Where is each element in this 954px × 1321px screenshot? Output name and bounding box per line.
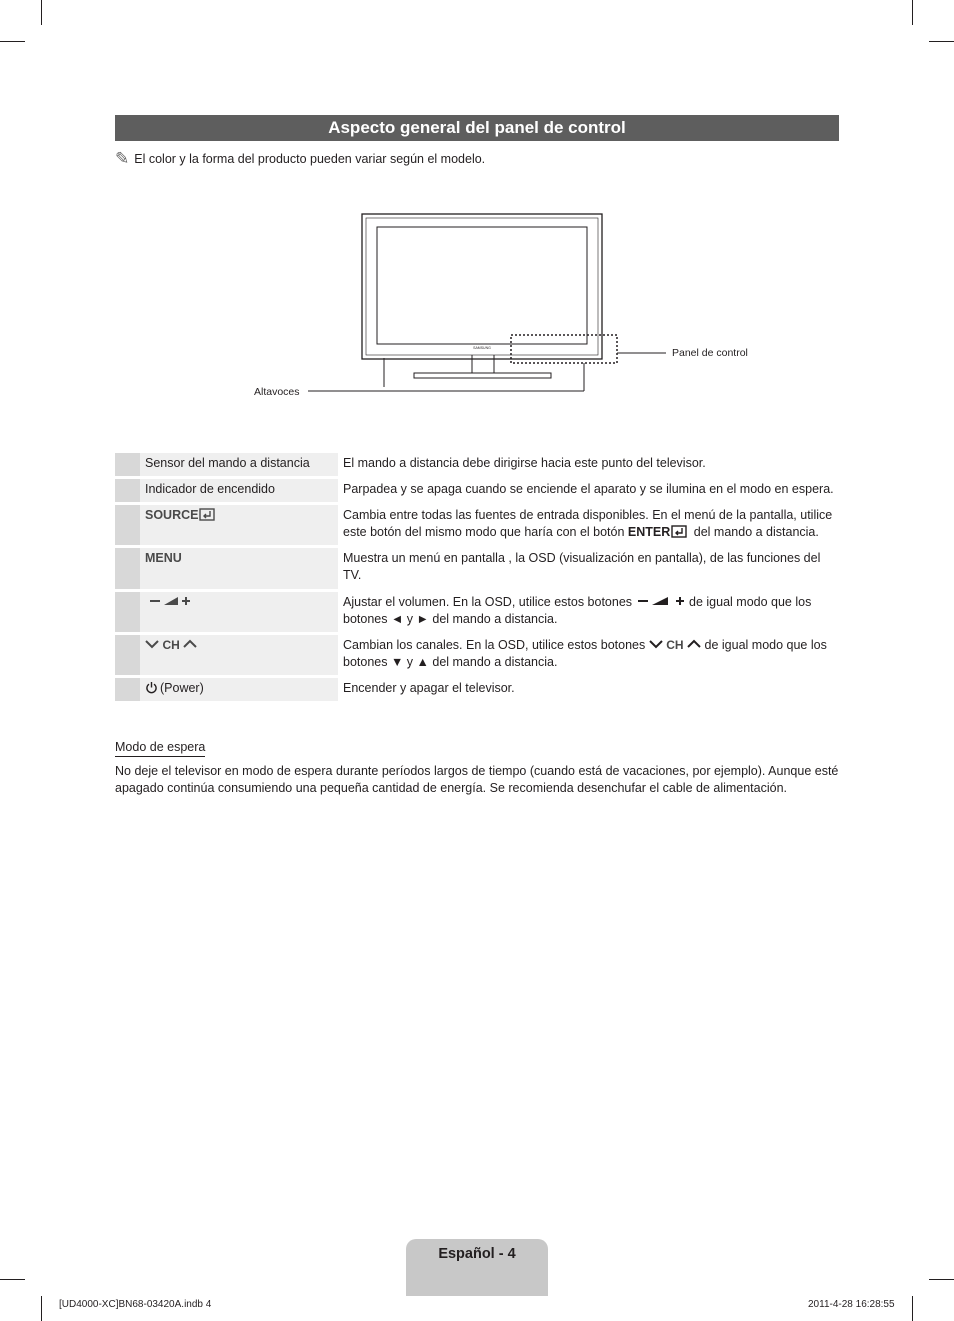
volume-icon [636,595,686,607]
footer-file: [UD4000-XC]BN68-03420A.indb 4 [59,1299,212,1310]
control-desc: El mando a distancia debe dirigirse hacia este punto del televisor. [343,456,706,470]
crop-mark [0,1279,25,1280]
chevron-up-icon [687,639,701,649]
control-name: MENU [140,548,338,589]
table-row [115,479,839,502]
standby-text: No deje el televisor en modo de espera durante períodos largos de tiempo (cuando está de vacaciones, por ejemplo). Aunque esté apagado continúa consumiendo una pequeña cantidad de energía. Se recomienda desenchufar el cable de alimentación. [115,764,839,795]
table-row [115,678,839,701]
tv-illustration [240,205,760,405]
power-icon [145,681,158,694]
note [115,150,485,167]
control-desc: Encender y apagar el televisor. [343,681,515,695]
chevron-down-icon [145,639,159,649]
volume-icon [145,595,193,607]
ch-label: CH [162,638,180,652]
crop-mark [912,1296,913,1321]
control-desc: Cambia entre todas las fuentes de entrada disponibles. En el menú de la pantalla, utilice este botón del mismo modo que haría con el botón ENTER del mando a distancia. [343,508,833,539]
control-name [140,635,338,675]
chevron-down-icon [649,639,663,649]
control-name: (Power) [140,678,338,701]
controls-table [115,453,839,704]
crop-mark [0,41,25,42]
control-desc: Muestra un menú en pantalla , la OSD (visualización en pantalla), de las funciones del TV. [343,551,821,582]
crop-mark [929,41,954,42]
section-title: Aspecto general del panel de control [115,115,839,141]
control-desc: Cambian los canales. En la OSD, utilice estos botones CH de igual modo que los botones ▼ y ▲ del mando a distancia. [343,638,827,669]
ch-label: CH [666,638,684,652]
crop-mark [41,1296,42,1321]
control-name [140,505,338,545]
brand-logo: SAMSUNG [473,346,491,350]
table-row [115,505,839,545]
crop-mark [41,0,42,25]
crop-mark [929,1279,954,1280]
control-desc: Parpadea y se apaga cuando se enciende el aparato y se ilumina en el modo en espera. [343,482,834,496]
control-name: Sensor del mando a distancia [140,453,338,476]
table-row [115,453,839,476]
enter-label: ENTER [627,525,671,539]
table-row [115,635,839,675]
table-row [115,548,839,589]
speakers-label: Altavoces [254,386,300,398]
pencil-note-icon: ✎ [115,149,130,168]
control-name: Indicador de encendido [140,479,338,502]
panel-label: Panel de control [672,347,748,359]
standby-heading: Modo de espera [115,740,205,757]
source-label: SOURCE [145,508,199,522]
note-text: El color y la forma del producto pueden variar según el modelo. [134,151,486,166]
control-name [140,592,338,632]
table-row [115,592,839,632]
enter-icon [671,525,687,538]
enter-icon [199,508,215,521]
tv-diagram [240,205,760,408]
crop-mark [912,0,913,25]
footer-timestamp: 2011-4-28 16:28:55 [808,1299,895,1310]
page-number: Español - 4 [406,1239,548,1296]
chevron-up-icon [183,639,197,649]
control-desc: Ajustar el volumen. En la OSD, utilice estos botones de igual modo que los botones ◄ y ► del mando a distancia. [343,595,812,626]
